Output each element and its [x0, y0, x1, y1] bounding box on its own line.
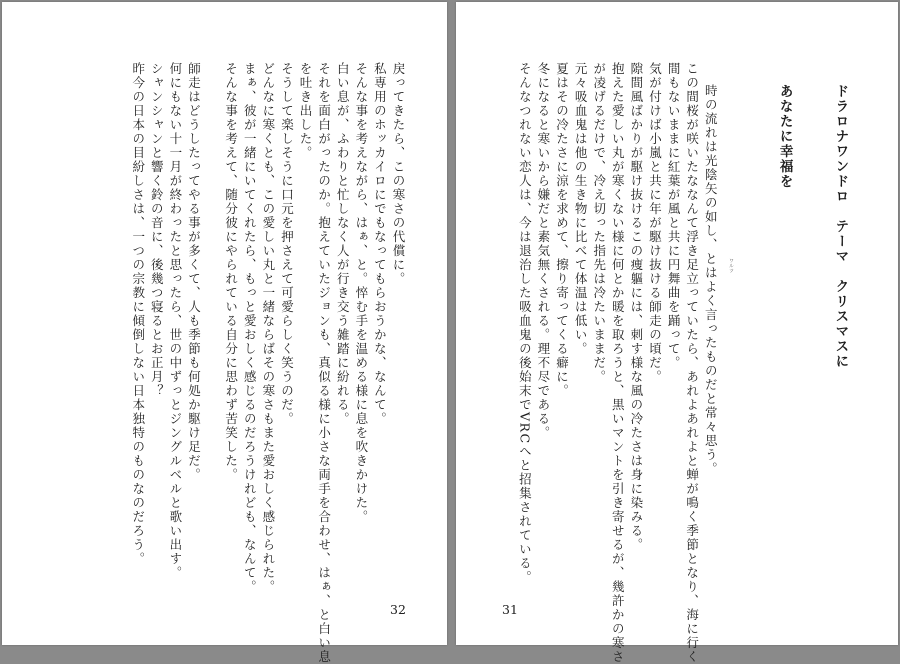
left-text-line: どんなに寒くとも、この愛しい丸と一緒ならばその寒さもまた愛おしく感じられた。 — [260, 62, 276, 594]
left-text-line: そうして楽しそうに口元を押さえて可愛らしく笑うのだ。 — [279, 62, 295, 426]
right-page — [456, 2, 898, 664]
right-text-line: 元々吸血鬼は他の生き物に比べて体温は低い。 — [573, 62, 589, 356]
left-text-line: そんな事を考えて、随分彼にやられている自分に思わず苦笑した。 — [223, 62, 239, 482]
left-text-line: 白い息が、ふわりと忙しなく人が行き交う雑踏に紛れる。 — [335, 62, 351, 426]
right-text-line: 時の流れは光陰矢の如し、とはよく言ったものだと常々思う。 — [703, 83, 719, 476]
story-title-line-1: ドラロナワンドロ テーマ クリスマスに — [832, 83, 849, 369]
right-text-line: 間もないままに紅葉が風と共に円舞曲を踊って。 — [666, 62, 682, 370]
left-text-line: そんな事を考えながら、はぁ、と。悴む手を温める様に息を吹きかけた。 — [353, 62, 369, 524]
right-text-line: 冬になると寒いから嫌だと素気無くされる。理不尽である。 — [535, 62, 551, 440]
right-text-line: が凌げるだけで、冷え切った指先は冷たいままだ。 — [591, 62, 607, 384]
right-text-line: 抱えた愛しい丸が寒くない様に何とか暖を取ろうと、黒いマントを引き寄せるが、幾許かの寒さ — [610, 62, 626, 664]
left-text-line: まぁ、彼が一緒にいてくれたら、もっと愛おしく感じるのだろうけれども、なんて。 — [242, 62, 258, 594]
left-text-line: 昨今の日本の目紛しさは、一つの宗教に傾倒しない日本独特のものなのだろう。 — [130, 62, 146, 566]
right-text-line: 気が付けば小嵐と共に年が駆け抜ける師走の頃だ。 — [647, 62, 663, 384]
right-text-line: 隙間風ばかりが駆け抜けるこの痩軀には、刺す様な風の冷たさは身に染みる。 — [628, 62, 644, 552]
left-text-line: を吐き出した。 — [298, 62, 314, 160]
left-page-number: 32 — [390, 602, 406, 617]
left-text-line: 何にもない十一月が終わったと思ったら、世の中ずっとジングルベルと歌い出す。 — [167, 62, 183, 580]
right-text-line: 夏はその冷たさに涼を求めて、擦り寄ってくる癖に。 — [554, 62, 570, 398]
right-page-number: 31 — [502, 602, 518, 617]
left-text-line: シャンシャンと響く鈴の音に、後幾つ寝るとお正月？ — [149, 62, 165, 398]
right-page-lines — [517, 62, 718, 664]
story-title-line-2: あなたに幸福を — [776, 83, 793, 189]
left-text-line: 師走はどうしたってやる事が多くて、人も季節も何処か駆け足だ。 — [186, 62, 202, 482]
right-text-line: この間桜が咲いたななんて浮き足立っていたら、あれよあれよと蝉が鳴く季節となり、海に行く — [684, 62, 700, 664]
left-text-line: それを面白がったのか。抱えていたジョンも、真似る様に小さな両手を合わせ、はぁ、と白い息 — [316, 62, 332, 664]
left-page — [2, 2, 447, 664]
right-text-line: そんなつれない恋人は、今は退治した吸血鬼の後始末でVRCへと招集されている。 — [517, 62, 533, 585]
left-text-line: 私専用のホッカイロにでもなってもらおうかな、なんて。 — [372, 62, 388, 426]
ruby-annotation: ワルツ — [728, 258, 734, 273]
left-text-line: 戻ってきたら、この寒さの代償に。 — [391, 62, 406, 286]
